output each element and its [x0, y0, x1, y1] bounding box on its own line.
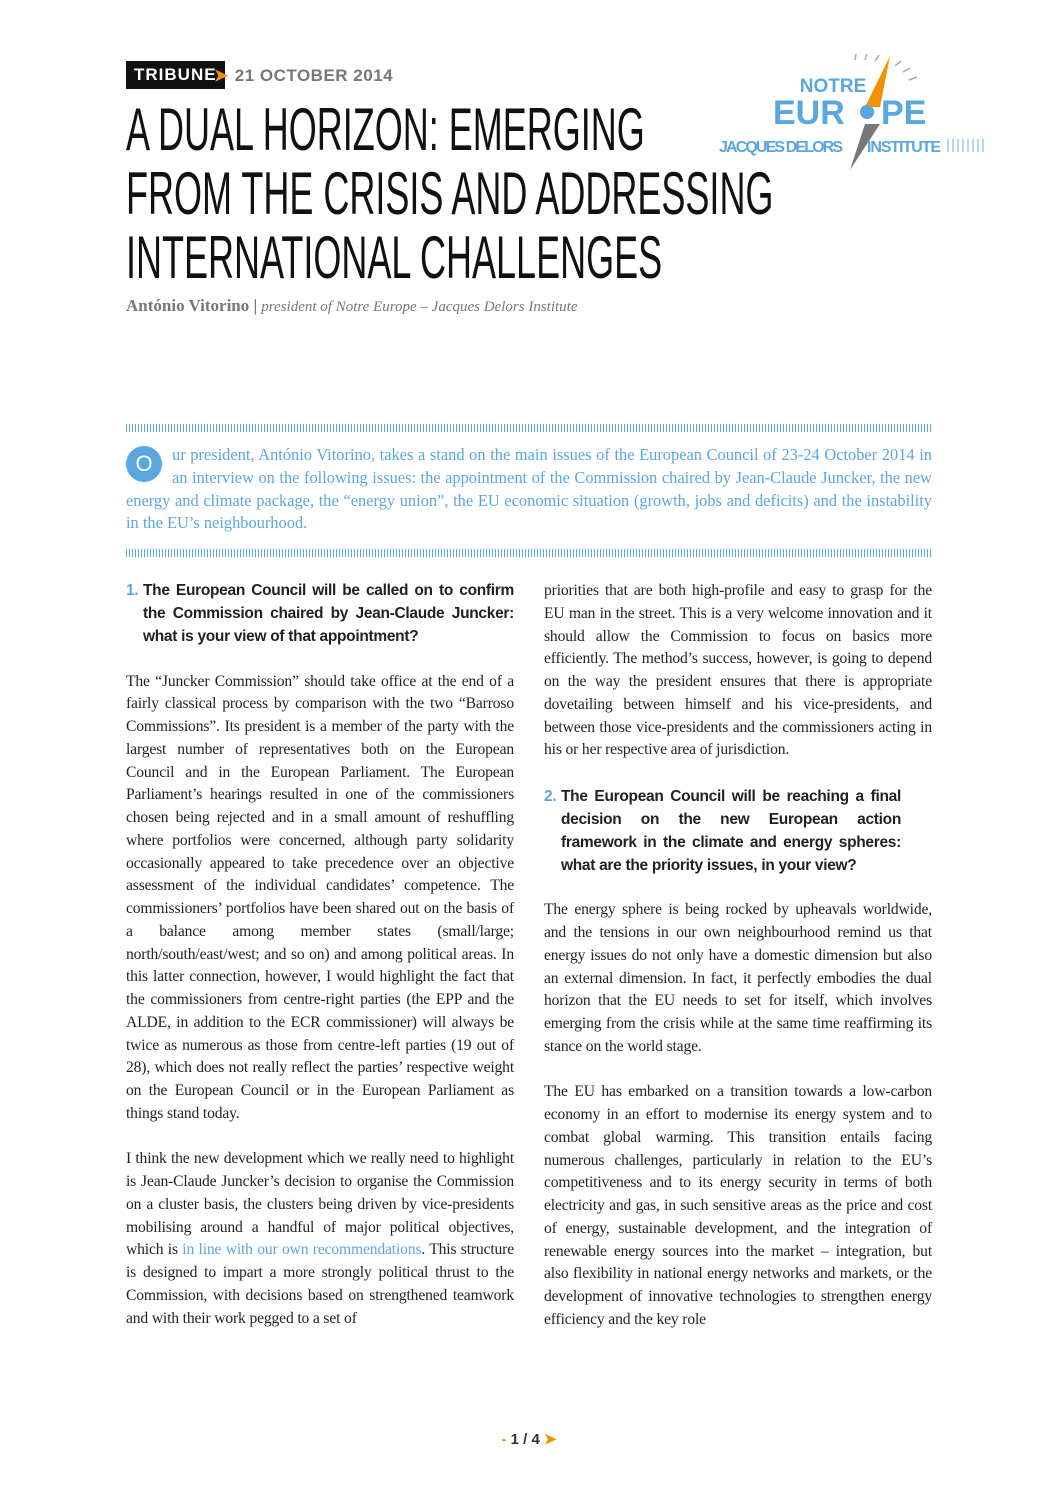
- svg-text:PE: PE: [881, 94, 927, 132]
- question-text: The European Council will be reaching a final decision on the new European action framework in the climate and energy spheres: what are the priority issues, in your view?: [561, 787, 901, 874]
- paragraph: The EU has embarked on a transition towards a low-carbon economy in an effort to modernise its energy system and to combat global warming. This transition entails facing numerous challenges, particularly in relation to the EU’s competitiveness and to its energy security in terms of both electricity and gas, in such sensitive areas as the price and cost of energy, sustainable development, and the integration of renewable energy sources into the market – integration, but also flexibility in national energy networks and markets, or the development of innovative technologies to strengthen energy efficiency and the key role: [544, 1083, 932, 1328]
- intro-text: ur president, António Vitorino, takes a stand on the main issues of the European Council of 23-24 October 2014 in an interview on the following issues: the appointment of the Commission chaired by Jean-Claude Juncker, the new energy and climate package, the “energy union”, the EU economic situation (growth, jobs and deficits) and the instability in the EU’s neighbourhood.: [126, 445, 932, 533]
- section-tag: TRIBUNE: [126, 61, 225, 89]
- question-number: 2.: [544, 787, 557, 805]
- paragraph-text: I think the new development which we really need to highlight is Jean-Claude Juncker’s decision to organise the Commission on a cluster basis, the clusters being driven by vice-presidents mobilising around a handful of major political objectives, which is: [126, 1150, 514, 1259]
- page-number: [0, 1430, 1058, 1448]
- title-line: A DUAL HORIZON: EMERGING: [126, 96, 645, 163]
- svg-text:INSTITUTE: INSTITUTE: [867, 139, 941, 156]
- arrow-icon: ➤: [539, 1431, 557, 1448]
- question-number: 1.: [126, 582, 139, 599]
- question-heading: [126, 579, 514, 648]
- svg-text:NOTRE: NOTRE: [799, 76, 867, 97]
- svg-text:JACQUES DELORS: JACQUES DELORS: [719, 139, 843, 156]
- author-role: president of Notre Europe – Jacques Delors Institute: [261, 299, 578, 315]
- question-text: The European Council will be called on to confirm the Commission chaired by Jean-Claude Juncker: what is your view of that appointment?: [143, 582, 514, 645]
- title-line: FROM THE CRISIS AND ADDRESSING: [126, 160, 774, 227]
- question-heading: [544, 785, 932, 877]
- right-column: [544, 580, 932, 1354]
- paragraph: The energy sphere is being rocked by upheavals worldwide, and the tensions in our own neighbourhood remind us that energy issues do not only have a domestic dimension but also an external dimension. In fact, it perfectly embodies the dual horizon that the EU needs to set for itself, which involves emerging from the crisis while at the same time reaffirming its stance on the world stage.: [544, 901, 932, 1055]
- divider: [126, 549, 932, 557]
- dropcap: O: [126, 446, 162, 482]
- author-line: [126, 296, 577, 316]
- author-name: António Vitorino: [126, 296, 250, 315]
- page-number-text: 1 / 4: [510, 1431, 540, 1448]
- intro-paragraph: [126, 444, 932, 535]
- recommendations-link[interactable]: in line with our own recommendations: [182, 1241, 422, 1259]
- paragraph: [126, 1148, 514, 1330]
- separator: |: [253, 296, 258, 315]
- paragraph-text: . This structure is designed to impart a more strongly political thrust to the Commission, with decisions based on strengthened teamwork and with their work pegged to a set of: [126, 1241, 514, 1327]
- title-line: INTERNATIONAL CHALLENGES: [126, 224, 663, 291]
- left-column: [126, 579, 514, 1353]
- divider: [126, 424, 932, 432]
- paragraph: priorities that are both high-profile and easy to grasp for the EU man in the street. This is a very welcome innovation and it should allow the Commission to focus on basics more efficiently. The method’s success, however, is going to depend on the way the president ensures that there is appropriate dovetailing between himself and his vice-presidents, and between those vice-presidents and the commissioners acting in his or her respective area of jurisdiction.: [544, 582, 932, 759]
- page-title: [126, 98, 1058, 290]
- publication-date: [214, 66, 393, 86]
- date-text: 21 OCTOBER 2014: [234, 66, 394, 85]
- arrow-icon: ➤: [214, 66, 229, 85]
- paragraph: The “Juncker Commission” should take office at the end of a fairly classical process by comparison with the two “Barroso Commissions”. Its president is a member of the party with the largest number of representatives both on the European Council and in the European Parliament. The European Parliament’s hearings resulted in one of the commissioners chosen being rejected and in a small amount of reshuffling where portfolios were concerned, although party solidarity occasionally appeared to take precedence over an objective assessment of the individual candidates’ competence. The commissioners’ portfolios have been shared out on the basis of a balance among member states (small/large; north/south/east/west; and so on) and among political areas. In this latter connection, however, I would highlight the fact that the commissioners from centre-right parties (the EPP and the ALDE, in addition to the ECR commissioner) will always be twice as numerous as those from centre-left parties (19 out of 28), which does not really reflect the parties’ respective weight on the European Council or in the European Parliament as things stand today.: [126, 672, 514, 1122]
- dash-icon: ‑: [501, 1431, 511, 1448]
- svg-text:EUR: EUR: [773, 94, 845, 132]
